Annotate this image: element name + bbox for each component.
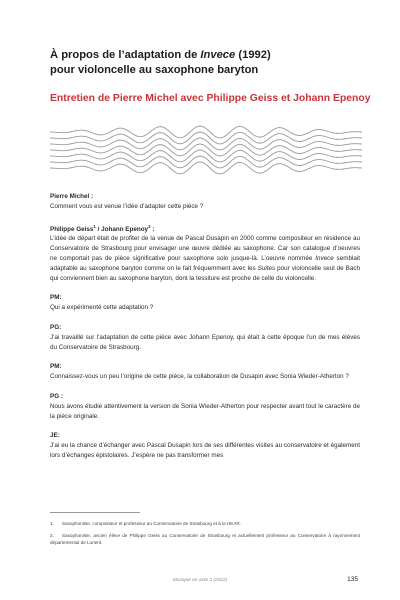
- work-title: Invece: [315, 255, 334, 263]
- footnote-ref[interactable]: 1: [93, 223, 96, 229]
- footnote-number: 2.: [50, 533, 54, 538]
- speaker-label: PG:: [50, 324, 62, 332]
- dialogue-text: Connaissez-vous un peu l’origine de cette pièce, la collaboration de Dusapin avec Sonia Wieder-Atherton ?: [50, 373, 349, 381]
- speaker-label: PM:: [50, 363, 62, 371]
- text-fragment: semblait adaptable au saxophone baryton comme on le fait fréquemment avec les: [50, 255, 361, 272]
- footnote: [50, 532, 360, 546]
- speaker-label: JE:: [50, 432, 60, 440]
- dialogue-text: [50, 234, 360, 283]
- dialogue-text: Qui a expérimenté cette adaptation ?: [50, 304, 154, 312]
- wave-ornament: [50, 122, 362, 178]
- footnotes: [50, 520, 360, 551]
- speaker-label: PG :: [50, 393, 63, 401]
- title-work: Invece: [200, 49, 236, 61]
- interview-body: [50, 192, 360, 461]
- title-after: (1992): [235, 49, 271, 61]
- speaker-label: [50, 222, 360, 235]
- speaker-label: Pierre Michel :: [50, 193, 94, 200]
- footnote: [50, 520, 360, 527]
- dialogue-text: J’ai travaillé sur l’adaptation de cette pièce avec Johann Epenoy, qui était à cette époque l’un de mes élèves du Conservatoire de Strasbourg.: [50, 333, 360, 351]
- text-fragment: L’idée de départ était de profiter de la venue de Pascal Dusapin en 2000 comme compositeur en résidence au Conservatoire de Strasbourg pour envisager une œuvre dédiée au saxophone. Car son catalogue d’oeuvres ne comportait pas de pièce significative pour saxophone solo jusque-là. L’oeuvre nommée: [50, 235, 360, 263]
- footnote-number: 1.: [50, 521, 54, 526]
- speaker-name: / Johann Epenoy: [95, 225, 149, 233]
- wave-line: [50, 162, 362, 174]
- footnote-text: Saxophoniste, compositeur et professeur au Conservatoire de Strasbourg et à la HEAR.: [62, 521, 241, 526]
- speaker-colon: :: [150, 225, 155, 233]
- footnote-text: Saxophoniste, ancien élève de Philippe Geiss au Conservatoire de Strasbourg et actuellement professeur au Conservatoire à rayonnement départemental de Lorient.: [50, 533, 360, 545]
- journal-footer: Musique en acte 3 (2022): [172, 578, 228, 583]
- work-title: Suites: [257, 264, 276, 272]
- article-subtitle: Entretien de Pierre Michel avec Philippe Geiss et Johann Epenoy: [50, 93, 371, 104]
- dialogue-text: J’ai eu la chance d’échanger avec Pascal Dusapin lors de ses différentes visites au conservatoire et également lors d’échanges épistolaires. J’espère ne pas transformer mes: [50, 442, 360, 460]
- speaker-name: Philippe Geiss: [50, 225, 94, 233]
- title-line2: pour violoncelle au saxophone baryton: [50, 64, 259, 76]
- footnote-divider: [50, 512, 140, 513]
- dialogue-text: Comment vous est venue l’idée d’adapter cette pièce ?: [50, 202, 204, 210]
- article-title: [50, 48, 360, 78]
- speaker-label: PM:: [50, 294, 62, 302]
- title-before: À propos de l’adaptation de: [50, 49, 201, 61]
- text-fragment: pour violoncelle seul de Bach qui conviennent bien au saxophone baryton, dont la tessiture est proche de celle du violoncelle.: [50, 264, 361, 282]
- footnote-ref[interactable]: 2: [148, 223, 151, 229]
- page-number: 135: [347, 576, 358, 583]
- dialogue-text: Nous avons étudié attentivement la version de Sonia Wieder-Atherton pour respecter avant tout le caractère de la pièce originale.: [50, 402, 360, 420]
